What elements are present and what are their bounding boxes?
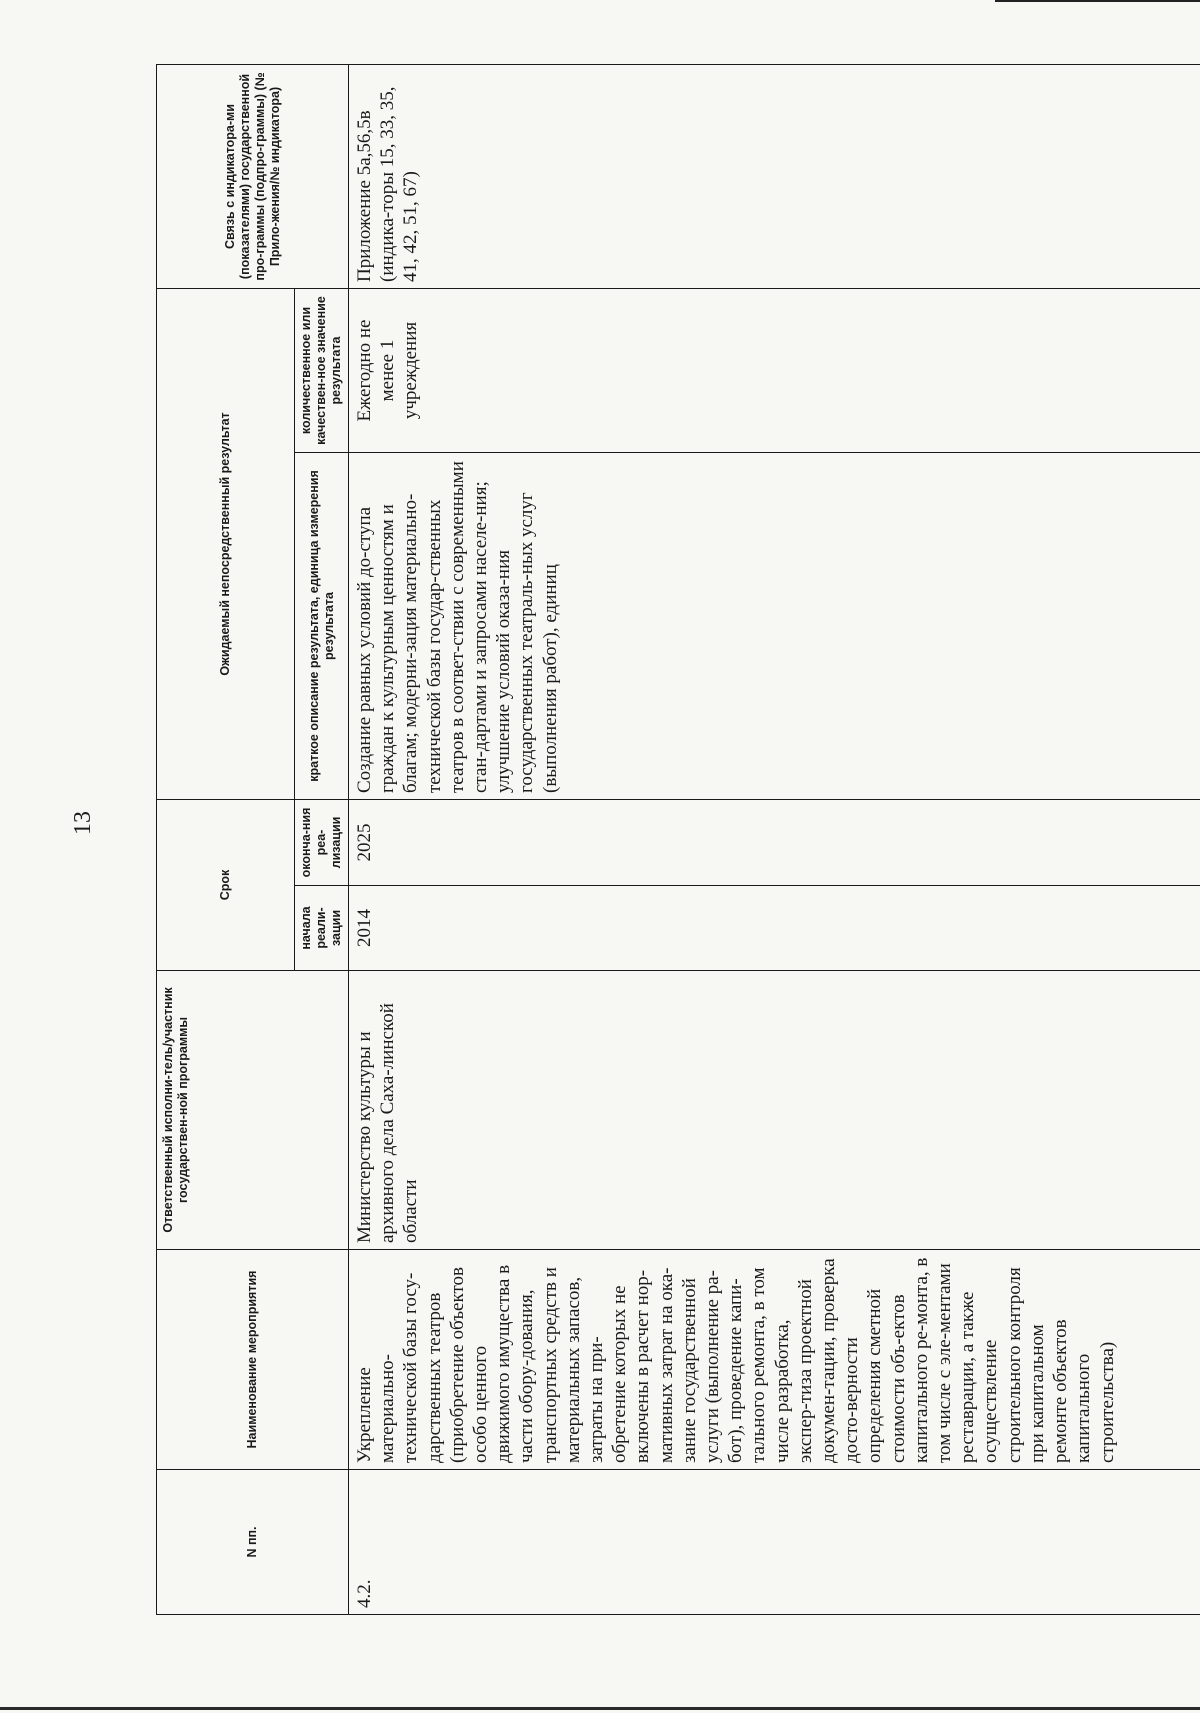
row-executor: Министерство культуры и архивного дела Саха-линской области [349,971,1200,1250]
table-row [349,65,1200,1615]
row-term-end: 2025 [349,800,1200,886]
header-activity-name: Наименование мероприятия [157,1250,349,1470]
program-activity-table [156,64,1200,1615]
row-activity-name: Укрепление материально-технической базы госу-дарственных театров (приобретение объектов особо ценного движимого имущества в части обору-дования, транспортных средств и материальных запасов, затраты на при-обретение которых не включены в расчет нор-мативных затрат на ока-зание государственной услуги (выполнение ра-бот), проведение капи-тального ремонта, в том числе разработка, экспер-тиза проектной докумен-тации, проверка досто-верности определения сметной стоимости объ-ектов капитального ре-монта, в том числе с эле-ментами реставрации, а также осуществление строительного контроля при капитальном ремонте объектов капитального строительства) [349,1250,1200,1470]
header-row-1 [157,65,295,1615]
header-result-value: количественное или качествен-ное значение результата [295,289,349,453]
header-term: Срок [157,800,295,971]
page-number: 13 [70,811,96,835]
header-term-start: начала реали-зации [295,886,349,971]
header-term-end: оконча-ния реа-лизации [295,800,349,886]
header-indicator-link: Связь с индикатора-ми (показателями) государственной про-граммы (подпро-граммы) (№ Прило-жения/№ индикатора) [157,65,349,289]
row-num: 4.2. [349,1470,1200,1615]
row-result-value: Ежегодно не менее 1 учреждения [349,289,1200,453]
header-num: N пп. [157,1470,349,1615]
header-result: Ожидаемый непосредственный результат [157,289,295,800]
header-result-desc: краткое описание результата, единица измерения результата [295,453,349,800]
header-executor: Ответственный исполни-тель/участник государствен-ной программы [157,971,349,1250]
row-indicator-link: Приложение 5а,56,5в (индика-торы 15, 33, 35, 41, 42, 51, 67) [349,65,1200,289]
row-term-start: 2014 [349,886,1200,971]
row-result-desc: Создание равных условий до-ступа граждан к культурным ценностям и благам; модерни-зация материально-технической базы государ-ственных театров в соответ-ствии с современными стан-дартами и запросами населе-ния; улучшение условий оказа-ния государственных театраль-ных услуг (выполнения работ), единиц [349,453,1200,800]
